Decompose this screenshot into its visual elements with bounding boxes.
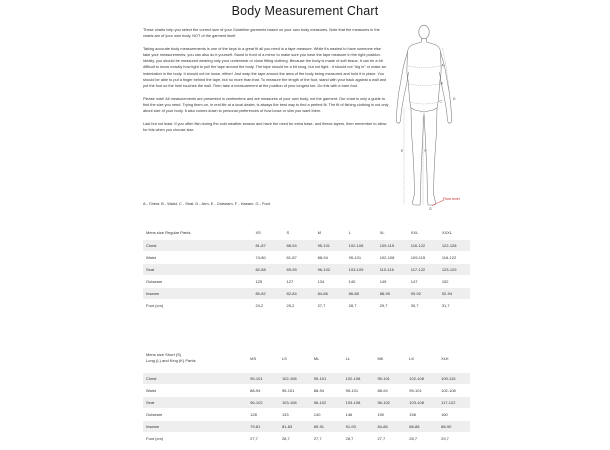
table-header-cell: LS (281, 355, 287, 361)
table-cell: 127 (284, 276, 315, 288)
table-header-row (143, 344, 470, 373)
intro-paragraph: These charts help you select the correct size of your Guideline garments based on your own body measures. Note that the measures in the charts are of your own body, NOT of the garment itself. (143, 28, 380, 39)
table-row-label: Inseam (143, 421, 247, 433)
table-cell: 79-81 (247, 421, 279, 433)
table-header-cell: XL (379, 229, 385, 235)
figure-label-g: G (429, 207, 432, 211)
body-outline-icon (382, 22, 464, 212)
table-cell: 96-102 (315, 264, 346, 276)
table-cell: 95-101 (343, 385, 375, 397)
regular-pants-size-table (143, 225, 470, 311)
table-cell: 27,7 (311, 433, 343, 445)
table-cell: 88-90 (438, 421, 470, 433)
table-row (143, 300, 470, 312)
table-cell: 140 (311, 409, 343, 421)
intro-paragraph: Please note! All measurements are presented in centimeters and are measures of your own body, not the garment. Our chart is only a guide to find the size you need. Trying them on, in real life at a local dealer, is always the best way to find a perfect fit. The fit of fishing clothing is not only about size of your body. It also comes down to personal preferences of how loose or slim you want them. (143, 96, 389, 114)
table-cell: 95-101 (346, 252, 377, 264)
page-title: Body Measurement Chart (231, 4, 379, 18)
table-header-cell: XXXL (441, 229, 453, 235)
table-cell: 31,7 (439, 300, 470, 312)
intro-paragraph: Last but not least. If you often fish during the cold weather season and have the need for extra base- and fleece-layers, then remember to allow for this when you choose size. (143, 122, 387, 133)
table-header-cell: ML (313, 355, 320, 361)
figure-label-e: E (401, 149, 404, 153)
table-cell: 156 (406, 409, 438, 421)
table-header-cell: M (317, 229, 321, 235)
table-row-label: Chest (143, 240, 252, 252)
table-cell: 89-91 (311, 421, 343, 433)
table-cell: 27,7 (374, 433, 406, 445)
table-cell: 91-93 (343, 421, 375, 433)
table-cell: 88-94 (311, 385, 343, 397)
table-row (143, 373, 470, 385)
table-cell: 81-83 (279, 421, 311, 433)
table-row (143, 385, 470, 397)
figure-label-f: F (424, 149, 427, 153)
table-row (143, 288, 470, 300)
table-cell: 103-108 (279, 397, 311, 409)
table-cell: 95-101 (247, 373, 279, 385)
table-cell: 95-101 (279, 385, 311, 397)
table-row (143, 409, 470, 421)
table-cell: 146 (343, 409, 375, 421)
table-cell: 102-108 (346, 240, 377, 252)
figure-label-a: A (441, 63, 444, 68)
table-row-label: Outseam (143, 276, 252, 288)
table-cell: 74-80 (252, 252, 283, 264)
table-cell: 82-84 (284, 288, 315, 300)
table-cell: 103-108 (343, 397, 375, 409)
table-cell: 145 (377, 276, 408, 288)
table-cell: 95-101 (374, 373, 406, 385)
table-cell: 84-86 (374, 421, 406, 433)
table-header-cell: XLK (441, 355, 449, 361)
table-cell: 88-94 (247, 385, 279, 397)
table-row-label: Waist (143, 385, 247, 397)
table-cell: 147 (408, 276, 439, 288)
table-cell: 125 (252, 276, 283, 288)
table-header-cell: LL (345, 355, 351, 361)
table-cell: 28,7 (406, 433, 438, 445)
table-cell: 117-122 (438, 397, 470, 409)
table-cell: 103-108 (406, 397, 438, 409)
table-cell: 160 (438, 409, 470, 421)
table-cell: 89-95 (284, 264, 315, 276)
table-cell: 95-101 (315, 240, 346, 252)
table-cell: 122-128 (439, 240, 470, 252)
short-long-king-table-body (143, 373, 470, 445)
table-cell: 109-115 (377, 240, 408, 252)
table-row-label: Inseam (143, 288, 252, 300)
table-cell: 30,7 (408, 300, 439, 312)
table-cell: 140 (346, 276, 377, 288)
table-header-cell: L (348, 229, 351, 235)
table-cell: 102-108 (377, 252, 408, 264)
table-header-cell: Mens size Short (S) Long (L) and King (K) Pants (146, 352, 196, 363)
table-cell: 27,7 (315, 300, 346, 312)
table-cell: 88-90 (377, 288, 408, 300)
table-cell: 82-88 (252, 264, 283, 276)
table-cell: 103-109 (346, 264, 377, 276)
table-row (143, 276, 470, 288)
table-cell: 28,7 (279, 433, 311, 445)
table-cell: 81-87 (252, 240, 283, 252)
table-cell: 88-94 (315, 252, 346, 264)
intro-text (143, 27, 389, 140)
table-row-label: Chest (143, 373, 247, 385)
table-cell: 81-87 (284, 252, 315, 264)
figure-label-c: C (439, 99, 442, 104)
table-cell: 96-102 (311, 397, 343, 409)
table-cell: 116-122 (408, 240, 439, 252)
table-cell: 90-92 (408, 288, 439, 300)
table-cell: 152 (439, 276, 470, 288)
table-row (143, 397, 470, 409)
table-header-cell: MS (250, 355, 257, 361)
table-row-label: Seat (143, 397, 247, 409)
table-header-cell: Mens size Regular Pants (146, 229, 191, 235)
table-cell: 80-82 (252, 288, 283, 300)
table-cell: 102-108 (343, 373, 375, 385)
table-cell: 88-94 (284, 240, 315, 252)
table-header-cell: MK (377, 355, 384, 361)
table-cell: 84-86 (315, 288, 346, 300)
table-cell: 116-122 (439, 252, 470, 264)
table-cell: 109-115 (438, 373, 470, 385)
table-row (143, 264, 470, 276)
table-header-cell: LK (409, 355, 415, 361)
table-cell: 133 (279, 409, 311, 421)
table-row (143, 240, 470, 252)
table-cell: 88-94 (374, 385, 406, 397)
table-row-label: Waist (143, 252, 252, 264)
table-cell: 123-129 (439, 264, 470, 276)
table-cell: 95-101 (406, 385, 438, 397)
table-row-label: Foot (cm) (143, 300, 252, 312)
table-cell: 128 (247, 409, 279, 421)
measurement-key: A - Chest. B - Waist. C - Seat. D - Arm. E - Outseam. F - Inseam. G - Foot. (143, 201, 271, 206)
table-header-cell: XXL (410, 229, 419, 235)
table-cell: 28,7 (346, 300, 377, 312)
table-cell: 96-102 (374, 397, 406, 409)
table-cell: 95-101 (311, 373, 343, 385)
table-cell: 86-88 (406, 421, 438, 433)
figure-label-b: B (440, 81, 443, 86)
table-cell: 29,7 (438, 433, 470, 445)
intro-paragraph: Taking accurate body measurements is one of the keys to a great fit all you need is a tape measure. While it's easiest to have someone else take your measurements, you can also do it yourself. Stand in front of a mirror to make sure you have the tape measure in the right position. Ideally, you should be measured wearing only your underwear or close fitting clothing. Because the body is made of soft tissue, it can be a bit difficult to know exactly how tight to pull the tape around the body. The tape should be a bit snug, but not tight - it should not "dig in" or make an indentation in the body. It should not be loose, either! Just wrap the tape around the area of the body being measured and hold it in place. You should be able to put a finger behind the tape, but no more than that. To measure the length of the foot, stand with your back against a wall and put the foot so the heel touches the wall. Then take a measurement at the position of your longest toe. Do this with a bare foot. (143, 47, 387, 88)
figure-label-d: D (453, 97, 456, 101)
table-cell: 96-102 (247, 397, 279, 409)
table-row (143, 421, 470, 433)
table-row-label: Foot (cm) (143, 433, 247, 445)
table-cell: 25,2 (284, 300, 315, 312)
table-row (143, 433, 470, 445)
table-cell: 110-116 (377, 264, 408, 276)
table-cell: 102-108 (406, 373, 438, 385)
table-cell: 109-115 (408, 252, 439, 264)
table-cell: 86-88 (346, 288, 377, 300)
table-row (143, 252, 470, 264)
floor-level-label: Floor level (443, 197, 460, 201)
table-cell: 29,7 (377, 300, 408, 312)
table-header-row (143, 225, 470, 240)
table-row-label: Seat (143, 264, 252, 276)
table-header-cell: XS (255, 229, 261, 235)
table-cell: 117-122 (408, 264, 439, 276)
table-cell: 102-108 (279, 373, 311, 385)
table-cell: 27,7 (247, 433, 279, 445)
short-long-king-pants-size-table (143, 344, 470, 444)
table-cell: 134 (315, 276, 346, 288)
regular-pants-table-body (143, 240, 470, 312)
table-cell: 24,2 (252, 300, 283, 312)
table-cell: 92-94 (439, 288, 470, 300)
table-row-label: Outseam (143, 409, 247, 421)
table-header-cell: S (286, 229, 290, 235)
table-cell: 102-108 (438, 385, 470, 397)
table-cell: 150 (374, 409, 406, 421)
table-cell: 28,7 (343, 433, 375, 445)
